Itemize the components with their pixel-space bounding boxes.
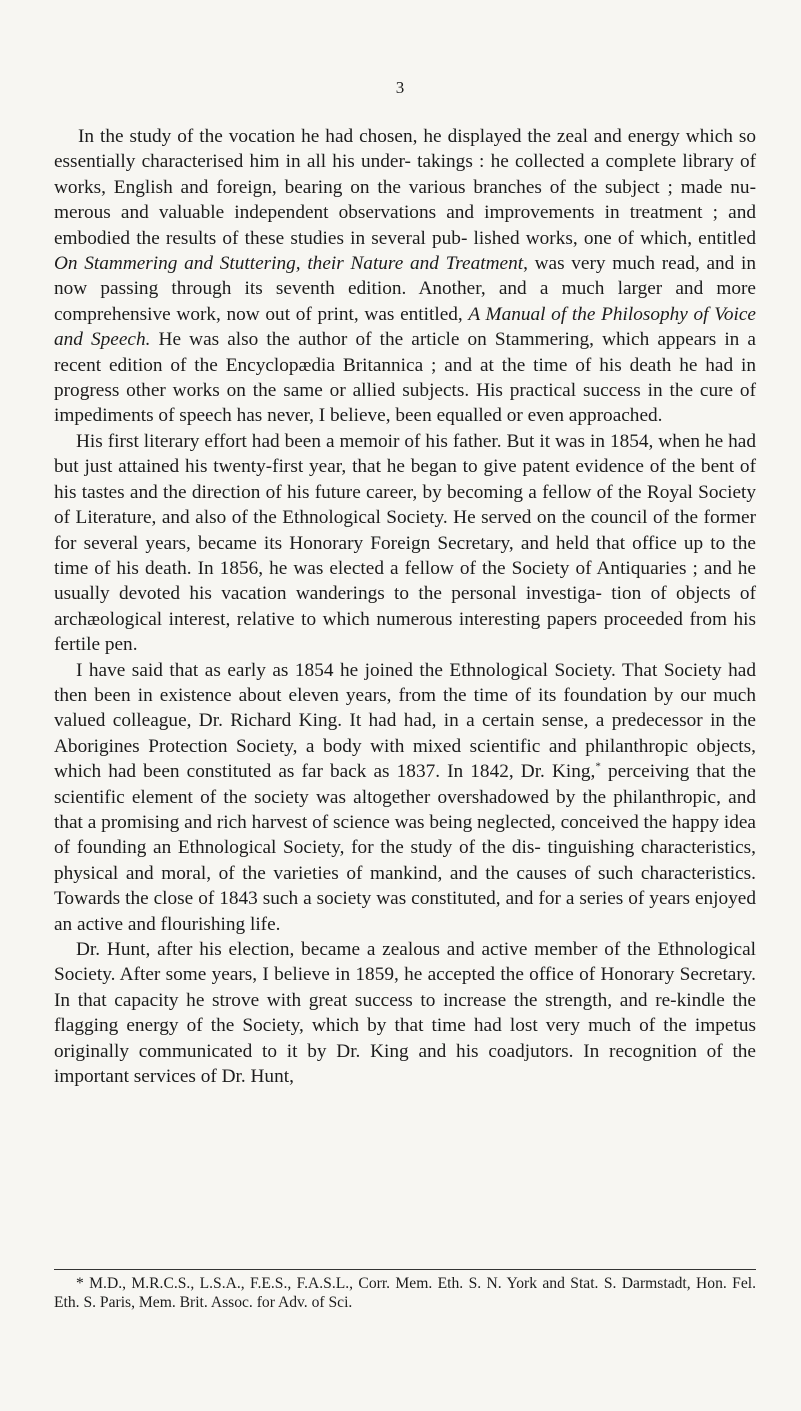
- text-segment: I have said that as early as 1854 he joined the Ethnological Society. That Society had then been in existence about eleven years, from the time of its foundation by our much valued colleague, Dr. Richard King. It had had, in a certain sense, a predecessor in the Aborigines Protection Society, a body with mixed scientific and philanthropic objects, which had been constituted as far back as 1837. In 1842, Dr. King,: [54, 659, 756, 783]
- text-segment: Dr. Hunt, after his election, became a zealous and active member of the Ethnological Society. After some years, I believe in 1859, he accepted the office of Honorary Secretary. In that capacity he strove with great success to increase the strength, and re-kindle the flagging energy of the Society, which by that time had lost very much of the impetus originally communicated to it by Dr. King and his coadjutors. In recognition of the important services of Dr. Hunt,: [54, 939, 756, 1088]
- paragraph-literary-effort: [54, 429, 756, 658]
- text-segment: His first literary effort had been a memoir of his father. But it was in 1854, when he had but just attained his twenty-first year, that he began to give patent evidence of the bent of his tastes and the direction of his future career, by becoming a fellow of the Royal Society of Literature, and also of the Ethnological Society. He served on the council of the former for several years, became its Honorary Foreign Secretary, and held that office up to the time of his death. In 1856, he was elected a fellow of the Society of Antiquaries ; and he usually devoted his vacation wanderings to the personal investiga- tion of objects of archæological interest, relative to which numerous interesting papers proceeded from his fertile pen.: [54, 430, 756, 656]
- footnote: * M.D., M.R.C.S., L.S.A., F.E.S., F.A.S.L., Corr. Mem. Eth. S. N. York and Stat. S. Darmstadt, Hon. Fel. Eth. S. Paris, Mem. Brit. Assoc. for Adv. of Sci.: [54, 1275, 756, 1312]
- book-title-manual: A Manual of the Philosophy of Voice and Speech.: [54, 303, 756, 351]
- footnote-divider: [54, 1269, 756, 1270]
- body-text: [54, 124, 756, 1089]
- text-segment: , was very much read, and in now passing through its seventh edition. Another, and a much larger and more comprehensive work, now out of print, was entitled,: [54, 253, 756, 325]
- page-number: 3: [395, 78, 406, 97]
- footnote-marker: *: [595, 760, 601, 773]
- paragraph-dr-hunt: [54, 937, 756, 1089]
- paragraph-vocation: [54, 124, 756, 429]
- text-segment: In the study of the vocation he had chosen, he displayed the zeal and energy which so essentially characterised him in all his under- takings : he collected a complete library of works, English and foreign, bearing on the various branches of the subject ; made nu- merous and valuable independent observations and improvements in treatment ; and embodied the results of these studies in several pub- lished works, one of which, entitled: [54, 126, 756, 249]
- book-title-stammering: On Stammering and Stuttering, their Nature and Treatment: [54, 253, 524, 275]
- text-segment: He was also the author of the article on Stammering, which appears in a recent edition of the Encyclopædia Britannica ; and at the time of his death he had in progress other works on the same or allied subjects. His practical success in the cure of impediments of speech has never, I believe, been equalled or even approached.: [54, 329, 756, 427]
- text-segment: perceiving that the scientific element of the society was altogether overshadowed by the philanthropic, and that a promising and rich harvest of science was being neglected, conceived the happy idea of founding an Ethnological Society, for the study of the dis- tinguishing characteristics, physical and moral, of the varieties of mankind, and the causes of such characteristics. Towards the close of 1843 such a society was constituted, and for a series of years enjoyed an active and flourishing life.: [54, 761, 756, 935]
- paragraph-ethnological-society: [54, 658, 756, 937]
